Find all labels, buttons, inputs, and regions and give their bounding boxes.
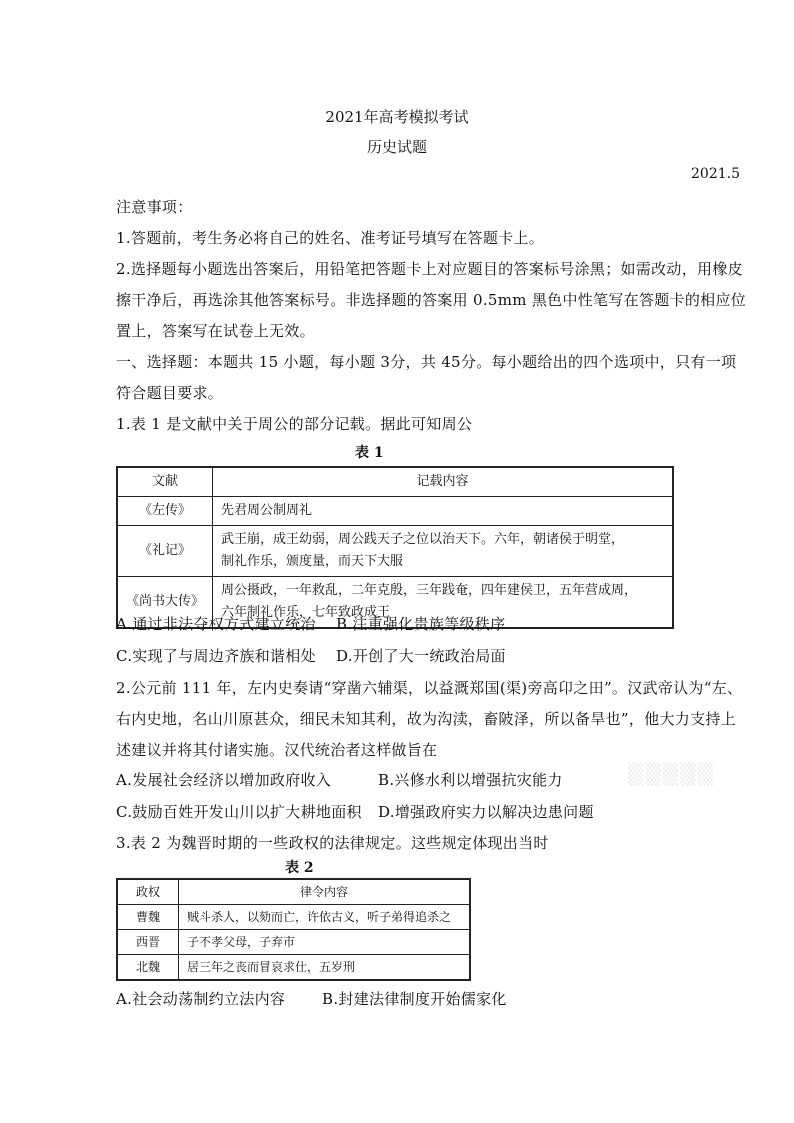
table-row bbox=[117, 955, 470, 981]
table-2-caption: 表 2 bbox=[285, 860, 314, 876]
question-2-option-b[interactable]: B.兴修水利以增强抗灾能力 bbox=[378, 771, 563, 789]
table-1 bbox=[116, 466, 674, 629]
table-cell-source: 《礼记》 bbox=[117, 526, 213, 577]
table-header-cell: 政权 bbox=[117, 879, 179, 905]
question-1-option-a[interactable]: A.通过非法夺权方式建立统治 bbox=[116, 615, 316, 633]
table-row bbox=[117, 930, 470, 955]
table-cell-line: 制礼作乐，颁度量，而天下大服 bbox=[221, 554, 404, 569]
question-1-option-c[interactable]: C.实现了与周边齐族和谐相处 bbox=[116, 647, 316, 665]
question-1-option-b[interactable]: B.注重强化贵族等级秩序 bbox=[336, 615, 506, 633]
table-cell-content bbox=[213, 526, 674, 577]
table-header-cell: 律令内容 bbox=[179, 879, 471, 905]
notice-item-1: 1.答题前，考生务必将自己的姓名、准考证号填写在答题卡上。 bbox=[116, 229, 545, 247]
table-cell-line: 先君周公制周礼 bbox=[221, 503, 313, 518]
exam-subtitle: 历史试题 bbox=[366, 138, 427, 156]
question-1-stem: 1.表 1 是文献中关于周公的部分记载。据此可知周公 bbox=[116, 415, 473, 433]
question-3-stem: 3.表 2 为魏晋时期的一些政权的法律规定。这些规定体现出当时 bbox=[116, 834, 549, 852]
table-cell-line: 武王崩，成王幼弱，周公践天子之位以治天下。六年，朝诸侯于明堂， bbox=[221, 532, 625, 547]
table-cell-source: 《左传》 bbox=[117, 497, 213, 526]
notice-item-2-line-3: 置上，答案写在试卷上无效。 bbox=[116, 322, 315, 340]
question-2-stem-line-1: 2.公元前 111 年，左内史奏请“穿凿六辅渠，以益溉郑国(渠)旁高卬之田”。汉武帝认为“左、 bbox=[116, 679, 743, 697]
watermark: ▒▒▒▒▒ bbox=[628, 762, 715, 786]
table-1-caption: 表 1 bbox=[355, 445, 384, 461]
question-3-option-a[interactable]: A.社会动荡制约立法内容 bbox=[116, 990, 286, 1008]
table-cell-regime: 北魏 bbox=[117, 955, 179, 981]
exam-title: 2021年高考模拟考试 bbox=[325, 108, 469, 126]
table-row bbox=[117, 879, 470, 905]
table-cell-content: 子不孝父母，子弃市 bbox=[179, 930, 471, 955]
table-header-cell: 记载内容 bbox=[213, 467, 674, 497]
question-2-stem-line-3: 述建议并将其付诸实施。汉代统治者这样做旨在 bbox=[116, 741, 438, 759]
table-cell-source: 《尚书大传》 bbox=[117, 577, 213, 629]
table-cell-content bbox=[213, 497, 674, 526]
table-cell-regime: 西晋 bbox=[117, 930, 179, 955]
question-2-option-a[interactable]: A.发展社会经济以增加政府收入 bbox=[116, 771, 332, 789]
table-2 bbox=[116, 878, 471, 981]
notice-heading: 注意事项： bbox=[116, 198, 193, 216]
table-cell-line: 六年制礼作乐，七年致政成王 bbox=[221, 605, 391, 620]
table-row bbox=[117, 467, 673, 497]
table-cell-content: 贼斗杀人，以劾而亡，许依古义，听子弟得追杀之 bbox=[179, 905, 471, 930]
question-2-option-c[interactable]: C.鼓励百姓开发山川以扩大耕地面积 bbox=[116, 803, 362, 821]
question-3-option-b[interactable]: B.封建法律制度开始儒家化 bbox=[322, 990, 507, 1008]
notice-item-2-line-1: 2.选择题每小题选出答案后，用铅笔把答题卡上对应题目的答案标号涂黑；如需改动，用橡皮 bbox=[116, 260, 743, 278]
table-header-cell: 文献 bbox=[117, 467, 213, 497]
exam-date: 2021.5 bbox=[691, 166, 740, 182]
table-cell-line: 周公摄政，一年救乱，二年克殷，三年践奄，四年建侯卫，五年营成周， bbox=[221, 583, 638, 598]
table-cell-regime: 曹魏 bbox=[117, 905, 179, 930]
section-1-instruction-line-1: 一、选择题：本题共 15 小题，每小题 3分，共 45分。每小题给出的四个选项中，只有一项 bbox=[116, 353, 737, 371]
section-1-instruction-line-2: 符合题目要求。 bbox=[116, 384, 224, 402]
table-row bbox=[117, 905, 470, 930]
table-row bbox=[117, 497, 673, 526]
question-2-stem-line-2: 右内史地，名山川原甚众，细民未知其利，故为沟渎，畜陂泽，所以备旱也”，他大力支持上 bbox=[116, 710, 736, 728]
table-row bbox=[117, 526, 673, 577]
question-2-option-d[interactable]: D.增强政府实力以解决边患问题 bbox=[378, 803, 594, 821]
question-1-option-d[interactable]: D.开创了大一统政治局面 bbox=[336, 647, 506, 665]
notice-item-2-line-2: 擦干净后，再选涂其他答案标号。非选择题的答案用 0.5mm 黑色中性笔写在答题卡的相应位 bbox=[116, 291, 747, 309]
table-cell-content: 居三年之丧而冒哀求仕，五岁刑 bbox=[179, 955, 471, 981]
